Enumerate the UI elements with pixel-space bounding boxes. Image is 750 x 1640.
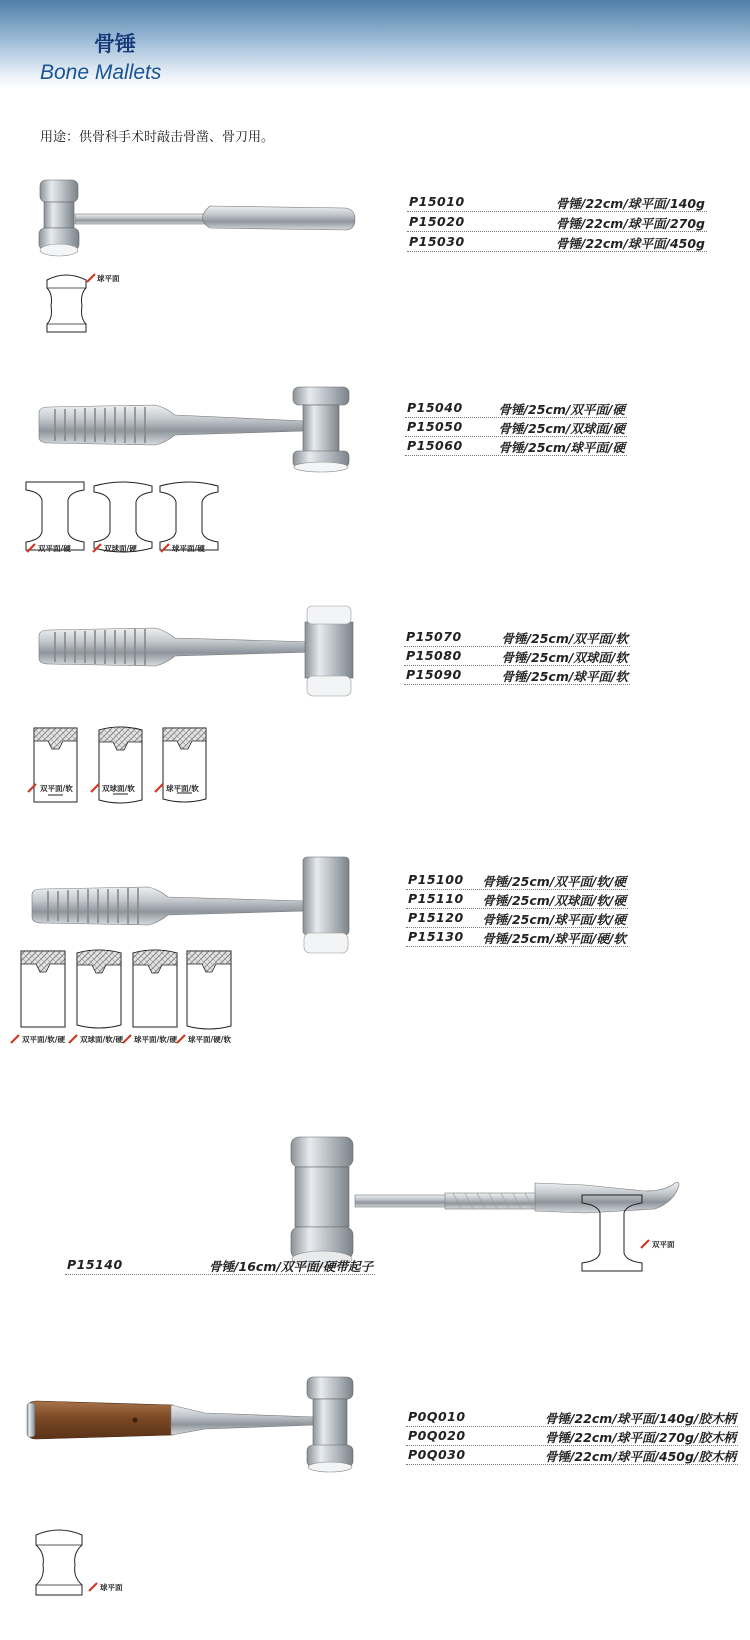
page-title-cn: 骨锤 xyxy=(94,32,136,56)
product-code: P0Q030 xyxy=(408,1447,466,1462)
table-row xyxy=(65,1255,375,1275)
marker-icon xyxy=(90,783,100,793)
product-code: P15060 xyxy=(407,438,463,453)
table-row xyxy=(407,232,707,252)
mallet-photo-3 xyxy=(35,600,365,700)
marker-icon xyxy=(154,783,164,793)
table-row xyxy=(405,398,627,418)
marker-icon xyxy=(160,543,170,553)
usage-note: 用途：供骨科手术时敲击骨凿、骨刀用。 xyxy=(40,130,275,145)
product-desc: 骨锤/25cm/球平面/软 xyxy=(501,669,628,684)
table-row xyxy=(406,1407,738,1427)
table-row xyxy=(405,417,627,437)
product-code: P15050 xyxy=(407,419,463,434)
marker-icon xyxy=(92,543,102,553)
table-row xyxy=(405,436,627,456)
product-code: P15010 xyxy=(409,194,465,209)
head-diagram-double-ball-soft-hard xyxy=(76,947,122,1031)
product-code: P15090 xyxy=(406,667,462,682)
product-desc: 骨锤/16cm/双平面/硬带起子 xyxy=(208,1259,373,1274)
product-code: P0Q010 xyxy=(408,1409,466,1424)
product-desc: 骨锤/22cm/球平面/140g xyxy=(555,196,705,211)
head-diagram-ball-flat-soft-hard xyxy=(132,947,178,1031)
product-desc: 骨锤/25cm/双平面/软 xyxy=(501,631,628,646)
product-group-4 xyxy=(0,850,750,1050)
product-desc: 骨锤/25cm/双球面/软/硬 xyxy=(482,893,626,908)
table-row xyxy=(406,1445,738,1465)
diagram-label: 双球面/硬 xyxy=(104,544,137,553)
product-code: P15080 xyxy=(406,648,462,663)
table-row xyxy=(404,665,630,685)
marker-icon xyxy=(122,1034,132,1044)
product-group-5 xyxy=(0,1135,750,1335)
head-diagram-double-flat-soft-hard xyxy=(20,950,66,1030)
mallet-photo-4 xyxy=(28,855,358,955)
product-desc: 骨锤/22cm/球平面/450g/胶木柄 xyxy=(544,1449,736,1464)
diagram-label: 球平面/软/硬 xyxy=(134,1035,177,1044)
page-title-en: Bone Mallets xyxy=(40,61,162,84)
product-desc: 骨锤/22cm/球平面/450g xyxy=(555,236,705,251)
head-diagram-double-flat xyxy=(580,1193,644,1273)
mallet-photo-6 xyxy=(25,1375,365,1475)
product-desc: 骨锤/25cm/双平面/硬 xyxy=(498,402,625,417)
table-row xyxy=(406,927,628,947)
diagram-label: 球平面/硬/软 xyxy=(188,1035,231,1044)
diagram-label: 球平面/硬 xyxy=(172,544,205,553)
table-row xyxy=(407,212,707,232)
product-group-1 xyxy=(0,170,750,340)
marker-icon xyxy=(27,783,37,793)
product-code: P15070 xyxy=(406,629,462,644)
product-group-3 xyxy=(0,600,750,800)
table-row xyxy=(407,192,707,212)
product-code: P15030 xyxy=(409,234,465,249)
marker-icon xyxy=(26,543,36,553)
product-code: P0Q020 xyxy=(408,1428,466,1443)
product-code: P15120 xyxy=(408,910,464,925)
table-row xyxy=(404,646,630,666)
head-diagram-ball-flat-hard-soft xyxy=(186,950,232,1032)
product-code: P15100 xyxy=(408,872,464,887)
table-row xyxy=(406,908,628,928)
header-banner xyxy=(0,0,750,88)
product-code: P15020 xyxy=(409,214,465,229)
mallet-photo-1 xyxy=(35,178,365,258)
product-desc: 骨锤/25cm/球平面/硬/软 xyxy=(482,931,626,946)
marker-icon xyxy=(86,273,96,283)
product-desc: 骨锤/25cm/球平面/软/硬 xyxy=(482,912,626,927)
table-row xyxy=(406,889,628,909)
diagram-label: 双平面/硬 xyxy=(38,544,71,553)
product-desc: 骨锤/25cm/双球面/软 xyxy=(501,650,628,665)
head-diagram-ball-flat xyxy=(44,270,89,342)
table-row xyxy=(406,870,628,890)
product-code: P15110 xyxy=(408,891,464,906)
product-group-2 xyxy=(0,380,750,580)
table-row xyxy=(404,627,630,647)
marker-icon xyxy=(640,1239,650,1249)
marker-icon xyxy=(68,1034,78,1044)
product-group-6 xyxy=(0,1375,750,1592)
marker-icon xyxy=(10,1034,20,1044)
product-desc: 骨锤/25cm/球平面/硬 xyxy=(498,440,625,455)
diagram-label: 球平面/软 xyxy=(166,784,199,793)
mallet-photo-2 xyxy=(35,385,365,475)
diagram-label: 双平面/软/硬 xyxy=(22,1035,65,1044)
product-desc: 骨锤/22cm/球平面/140g/胶木柄 xyxy=(544,1411,736,1426)
diagram-label: 双平面/软 xyxy=(40,784,73,793)
product-desc: 骨锤/22cm/球平面/270g xyxy=(555,216,705,231)
marker-icon xyxy=(176,1034,186,1044)
product-code: P15040 xyxy=(407,400,463,415)
product-desc: 骨锤/25cm/双球面/硬 xyxy=(498,421,625,436)
marker-icon xyxy=(88,1582,98,1592)
table-row xyxy=(406,1426,738,1446)
diagram-label: 双平面 xyxy=(652,1240,675,1249)
diagram-label: 双球面/软 xyxy=(102,784,135,793)
head-diagram-ball-flat xyxy=(33,1525,85,1605)
product-desc: 骨锤/22cm/球平面/270g/胶木柄 xyxy=(544,1430,736,1445)
product-code: P15130 xyxy=(408,929,464,944)
product-desc: 骨锤/25cm/双平面/软/硬 xyxy=(482,874,626,889)
diagram-label: 球平面 xyxy=(100,1583,123,1592)
product-code: P15140 xyxy=(67,1257,123,1272)
diagram-label: 球平面 xyxy=(97,274,120,283)
diagram-label: 双球面/软/硬 xyxy=(80,1035,123,1044)
